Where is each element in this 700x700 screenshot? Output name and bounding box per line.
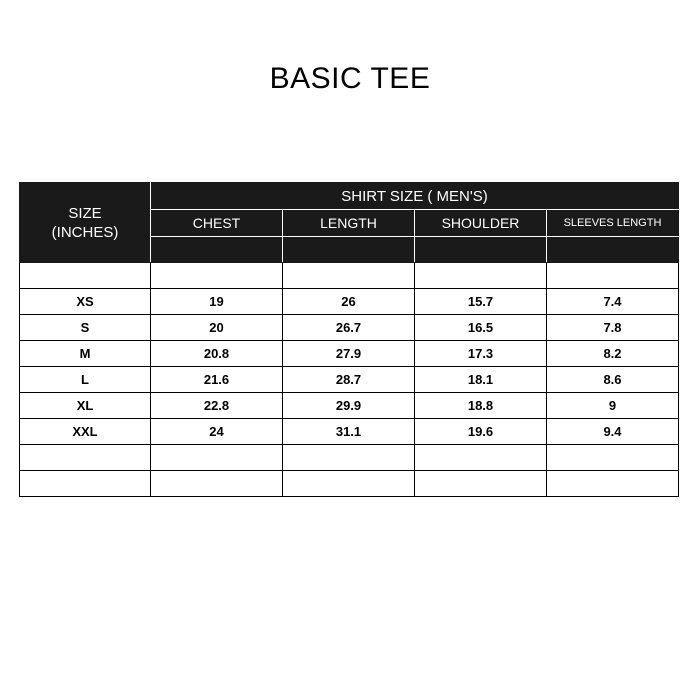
table-row: [20, 393, 679, 419]
length-cell: [283, 445, 415, 471]
length-cell: 29.9: [283, 393, 415, 419]
size-header-label: SIZE: [68, 204, 102, 222]
sleeves-length-cell: 9: [547, 393, 679, 419]
length-cell: 28.7: [283, 367, 415, 393]
table-row: [20, 315, 679, 341]
sleeves-length-cell: 7.4: [547, 289, 679, 315]
size-cell: [20, 445, 151, 471]
size-cell: S: [20, 315, 151, 341]
length-cell: [283, 263, 415, 289]
chest-cell: [151, 263, 283, 289]
size-cell: L: [20, 367, 151, 393]
chest-cell: 24: [151, 419, 283, 445]
column-header-length: LENGTH: [283, 210, 415, 237]
size-header-unit: (INCHES): [51, 223, 119, 241]
header-blank-cell: [151, 237, 283, 263]
column-header-chest: CHEST: [151, 210, 283, 237]
chest-cell: 21.6: [151, 367, 283, 393]
size-cell: XXL: [20, 419, 151, 445]
chest-cell: 19: [151, 289, 283, 315]
header-blank-cell: [415, 237, 547, 263]
chest-cell: 20: [151, 315, 283, 341]
length-cell: 26: [283, 289, 415, 315]
length-cell: 27.9: [283, 341, 415, 367]
shoulder-cell: 15.7: [415, 289, 547, 315]
shoulder-cell: 18.8: [415, 393, 547, 419]
sleeves-length-cell: [547, 445, 679, 471]
shoulder-cell: 19.6: [415, 419, 547, 445]
sleeves-length-cell: 7.8: [547, 315, 679, 341]
sleeves-length-cell: 9.4: [547, 419, 679, 445]
shoulder-cell: [415, 471, 547, 497]
length-cell: 31.1: [283, 419, 415, 445]
shoulder-cell: 17.3: [415, 341, 547, 367]
shoulder-cell: 18.1: [415, 367, 547, 393]
sleeves-length-cell: 8.6: [547, 367, 679, 393]
sleeves-length-cell: 8.2: [547, 341, 679, 367]
size-chart-table: [19, 182, 679, 497]
shirt-size-group-header: SHIRT SIZE ( MEN'S): [151, 183, 679, 210]
size-cell: XS: [20, 289, 151, 315]
length-cell: [283, 471, 415, 497]
page-title: BASIC TEE: [269, 62, 431, 95]
table-row: [20, 289, 679, 315]
size-header-cell: [20, 183, 151, 263]
header-blank-cell: [547, 237, 679, 263]
chest-cell: [151, 445, 283, 471]
header-blank-cell: [283, 237, 415, 263]
table-row: [20, 419, 679, 445]
table-row: [20, 445, 679, 471]
sleeves-length-cell: [547, 471, 679, 497]
shoulder-cell: 16.5: [415, 315, 547, 341]
chest-cell: [151, 471, 283, 497]
table-row: [20, 341, 679, 367]
chest-cell: 22.8: [151, 393, 283, 419]
size-cell: [20, 471, 151, 497]
table-row: [20, 263, 679, 289]
size-cell: M: [20, 341, 151, 367]
chest-cell: 20.8: [151, 341, 283, 367]
column-header-shoulder: SHOULDER: [415, 210, 547, 237]
size-cell: [20, 263, 151, 289]
size-chart-header: [20, 183, 679, 263]
size-chart-body: [20, 263, 679, 497]
table-row: [20, 367, 679, 393]
shoulder-cell: [415, 263, 547, 289]
length-cell: 26.7: [283, 315, 415, 341]
size-cell: XL: [20, 393, 151, 419]
table-row: [20, 471, 679, 497]
column-header-sleeves-length: SLEEVES LENGTH: [547, 210, 679, 237]
sleeves-length-cell: [547, 263, 679, 289]
shoulder-cell: [415, 445, 547, 471]
